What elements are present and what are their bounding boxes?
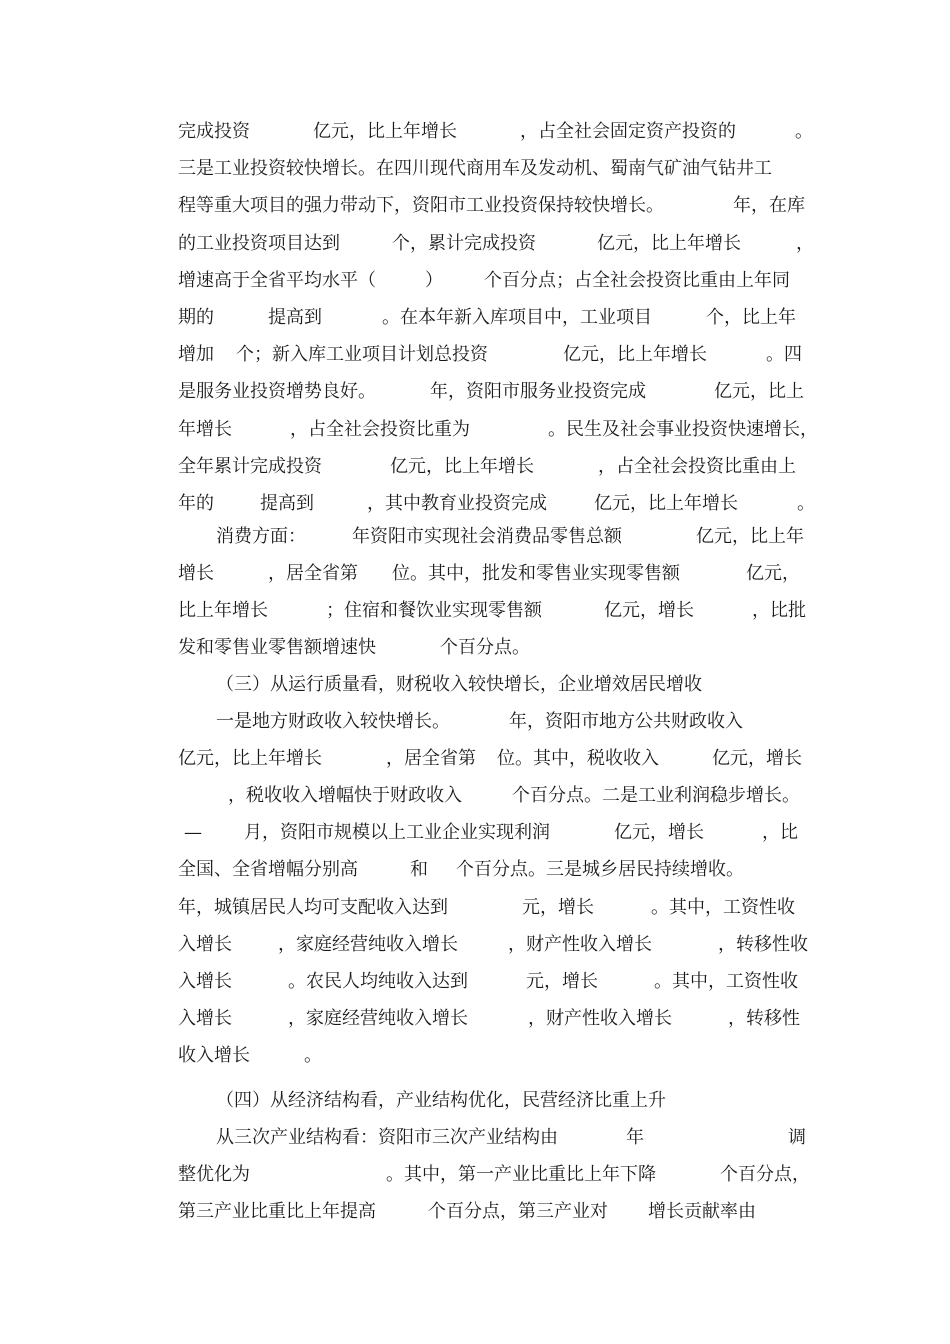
text-segment: 个百分点。三是城乡居民持续增收。 xyxy=(456,859,744,880)
text-segment: ，家庭经营纯收入增长 xyxy=(278,934,458,955)
text-line xyxy=(0,596,950,626)
text-segment: 。四 xyxy=(766,344,802,365)
text-segment: ，财产性收入增长 xyxy=(528,1008,672,1029)
text-line xyxy=(0,266,950,296)
text-segment: 个百分点。二是工业利润稳步增长。 xyxy=(512,785,800,806)
text-segment: 亿元，比上年 xyxy=(696,526,804,547)
text-segment: 提高到 xyxy=(268,307,322,328)
text-segment: 。 xyxy=(304,1045,322,1066)
text-line xyxy=(0,1041,950,1071)
text-segment: 。民生及社会事业投资快速增长， xyxy=(548,419,818,440)
text-line xyxy=(0,229,950,259)
text-line xyxy=(0,967,950,997)
text-line xyxy=(0,489,950,519)
text-segment: 。在本年新入库项目中，工业项目 xyxy=(382,307,652,328)
text-segment: 调 xyxy=(788,1127,806,1148)
section-heading-text: （三）从运行质量看，财税收入较快增长，企业增效居民增收 xyxy=(216,674,702,695)
text-line xyxy=(0,633,950,663)
text-segment: 一是地方财政收入较快增长。 xyxy=(216,711,450,732)
text-segment: ，税收收入增幅快于财政收入 xyxy=(228,785,462,806)
text-segment: 亿元，比上年增长 xyxy=(390,456,534,477)
text-segment: 个；新入库工业项目计划总投资 xyxy=(236,344,488,365)
text-segment: 个百分点。 xyxy=(440,637,530,658)
text-segment: ） xyxy=(425,270,443,291)
text-segment: 增长 xyxy=(178,563,214,584)
text-line xyxy=(0,415,950,445)
text-segment: 是服务业投资增势良好。 xyxy=(178,381,376,402)
text-line xyxy=(0,1160,950,1190)
text-segment: 完成投资 xyxy=(178,121,250,142)
text-line xyxy=(0,522,950,552)
text-segment: 增速高于全省平均水平（ xyxy=(178,270,376,291)
text-segment: 。其中，第一产业比重比上年下降 xyxy=(386,1164,656,1185)
text-segment: 发和零售业零售额增速快 xyxy=(178,637,376,658)
text-segment: ，转移性收 xyxy=(718,934,808,955)
text-line xyxy=(0,303,950,333)
text-segment: 元，增长 xyxy=(522,897,594,918)
text-line xyxy=(0,154,950,184)
text-segment: ，财产性收入增长 xyxy=(508,934,652,955)
text-segment: 个，累计完成投资 xyxy=(392,233,536,254)
text-segment: 和 xyxy=(410,859,428,880)
text-segment: 消费方面： xyxy=(216,526,306,547)
section-heading xyxy=(0,1086,950,1116)
text-segment: 亿元，比上年增长 xyxy=(178,748,322,769)
text-segment: 年，资阳市地方公共财政收入 xyxy=(509,711,743,732)
text-segment: ，比批 xyxy=(752,600,806,621)
text-segment: 从三次产业结构看：资阳市三次产业结构由 xyxy=(216,1127,558,1148)
text-segment: 期的 xyxy=(178,307,214,328)
text-segment: 的工业投资项目达到 xyxy=(178,233,340,254)
text-segment: 收入增长 xyxy=(178,1045,250,1066)
text-line xyxy=(0,1004,950,1034)
text-segment: 增加 xyxy=(178,344,214,365)
text-segment: 亿元，比上年增长 xyxy=(597,233,741,254)
text-segment: 。其中，工资性收 xyxy=(651,897,795,918)
text-segment: 入增长 xyxy=(178,1008,232,1029)
text-segment: ，居全省第 xyxy=(386,748,476,769)
text-segment: ，比 xyxy=(762,822,798,843)
text-segment: 。 xyxy=(797,493,815,514)
text-segment: 位。其中，税收收入 xyxy=(497,748,659,769)
text-segment: 亿元，比上 xyxy=(714,381,804,402)
text-segment: 全年累计完成投资 xyxy=(178,456,322,477)
text-segment: ，占全社会投资比重为 xyxy=(290,419,470,440)
text-segment: ，转移性 xyxy=(728,1008,800,1029)
text-segment: 元，增长 xyxy=(526,971,598,992)
text-segment: ，占全社会投资比重由上 xyxy=(598,456,796,477)
text-segment: 整优化为 xyxy=(178,1164,250,1185)
section-heading-text: （四）从经济结构看，产业结构优化，民营经济比重上升 xyxy=(216,1090,666,1111)
text-segment: 年，资阳市服务业投资完成 xyxy=(430,381,646,402)
text-segment: 提高到 xyxy=(260,493,314,514)
text-segment: 亿元，比上年增长 xyxy=(313,121,457,142)
text-segment: 程等重大项目的强力带动下，资阳市工业投资保持较快增长。 xyxy=(178,195,664,216)
text-segment: 入增长 xyxy=(178,934,232,955)
text-segment: 个，比上年 xyxy=(706,307,796,328)
text-segment: 年，城镇居民人均可支配收入达到 xyxy=(178,897,448,918)
text-segment: 个百分点，第三产业对 xyxy=(428,1201,608,1222)
text-segment: 年 xyxy=(626,1127,644,1148)
text-segment: 增长贡献率由 xyxy=(648,1201,756,1222)
text-segment: 全国、全省增幅分别高 xyxy=(178,859,358,880)
text-line xyxy=(0,117,950,147)
text-line xyxy=(0,855,950,885)
text-segment: ，占全社会固定资产投资的 xyxy=(520,121,736,142)
text-segment: 入增长 xyxy=(178,971,232,992)
text-segment: 月，资阳市规模以上工业企业实现利润 xyxy=(244,822,550,843)
text-segment: 亿元， xyxy=(746,563,800,584)
text-segment: 三是工业投资较快增长。在四川现代商用车及发动机、蜀南气矿油气钻井工 xyxy=(178,158,772,179)
text-line xyxy=(0,1197,950,1227)
text-segment: 亿元，增长 xyxy=(614,822,704,843)
text-line xyxy=(0,1123,950,1153)
text-line xyxy=(0,191,950,221)
text-segment: ；住宿和餐饮业实现零售额 xyxy=(326,600,542,621)
section-heading xyxy=(0,670,950,700)
text-segment: ，居全省第 xyxy=(268,563,358,584)
text-segment: 。 xyxy=(795,121,813,142)
text-segment: 。其中，工资性收 xyxy=(654,971,798,992)
text-segment: ，其中教育业投资完成 xyxy=(367,493,547,514)
text-segment: 。农民人均纯收入达到 xyxy=(288,971,468,992)
text-segment: ，家庭经营纯收入增长 xyxy=(288,1008,468,1029)
text-segment: 亿元，比上年增长 xyxy=(594,493,738,514)
text-line xyxy=(0,377,950,407)
text-line xyxy=(0,707,950,737)
text-segment: 个百分点；占全社会投资比重由上年同 xyxy=(484,270,790,291)
text-segment: 年的 xyxy=(178,493,214,514)
text-line xyxy=(0,559,950,589)
text-segment: 年资阳市实现社会消费品零售总额 xyxy=(352,526,622,547)
text-line xyxy=(0,781,950,811)
text-segment: 比上年增长 xyxy=(178,600,268,621)
text-segment: 亿元，增长 xyxy=(712,748,802,769)
text-segment: — xyxy=(184,822,202,843)
text-segment: 年增长 xyxy=(178,419,232,440)
text-segment: 个百分点， xyxy=(720,1164,810,1185)
text-segment: 第三产业比重比上年提高 xyxy=(178,1201,376,1222)
text-line xyxy=(0,930,950,960)
text-segment: 年，在库 xyxy=(733,195,805,216)
text-segment: 亿元，比上年增长 xyxy=(563,344,707,365)
text-line xyxy=(0,452,950,482)
text-line xyxy=(0,893,950,923)
text-line xyxy=(0,744,950,774)
text-segment: 位。其中，批发和零售业实现零售额 xyxy=(392,563,680,584)
text-segment: 亿元，增长 xyxy=(604,600,694,621)
text-line xyxy=(0,340,950,370)
text-line xyxy=(0,818,950,848)
text-segment: ， xyxy=(796,233,814,254)
